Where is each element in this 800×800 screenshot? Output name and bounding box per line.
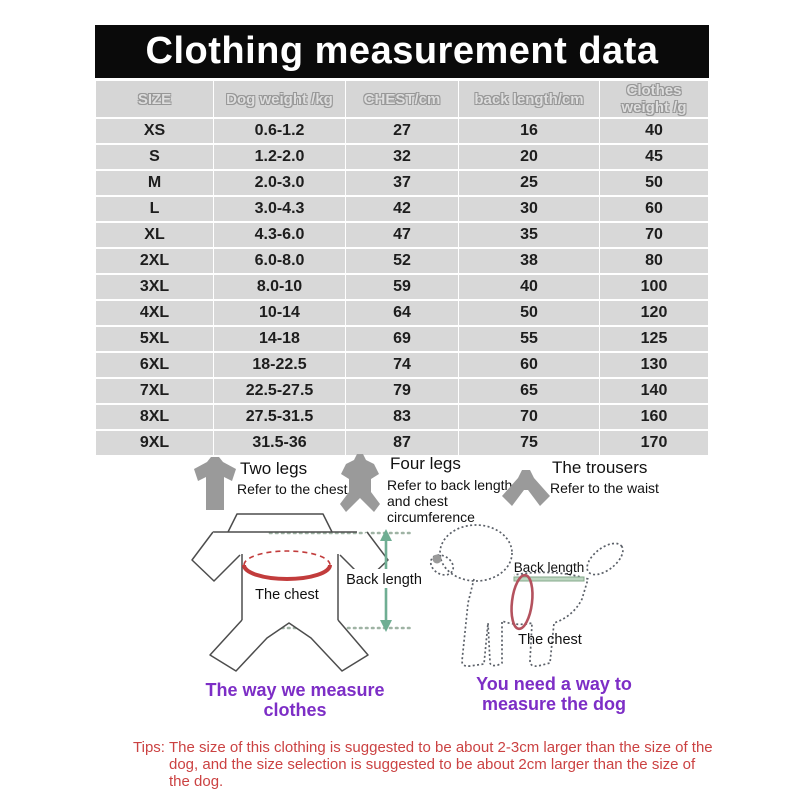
table-cell: 69 <box>346 327 458 351</box>
table-row <box>96 353 708 377</box>
dog-caption: You need a way to measure the dog <box>476 674 632 714</box>
table-cell: 70 <box>600 223 708 247</box>
table-cell: 52 <box>346 249 458 273</box>
size-table-body <box>96 119 708 455</box>
table-cell: XS <box>96 119 213 143</box>
table-cell: 125 <box>600 327 708 351</box>
dog-tail <box>582 537 629 580</box>
table-cell: M <box>96 171 213 195</box>
table-row <box>96 327 708 351</box>
table-cell: 37 <box>346 171 458 195</box>
table-cell: 14-18 <box>214 327 345 351</box>
table-cell: 79 <box>346 379 458 403</box>
table-cell: 27.5-31.5 <box>214 405 345 429</box>
table-cell: 0.6-1.2 <box>214 119 345 143</box>
table-cell: 22.5-27.5 <box>214 379 345 403</box>
table-cell: L <box>96 197 213 221</box>
tips-text: The size of this clothing is suggested to be about 2-3cm larger than the size of the dog, and the size selection is suggested to be about 2cm larger than the size of the dog. <box>169 739 713 790</box>
table-cell: 5XL <box>96 327 213 351</box>
legend-four-legs-title: Four legs <box>390 454 461 473</box>
table-cell: 6XL <box>96 353 213 377</box>
table-cell: 47 <box>346 223 458 247</box>
column-header: CHEST/cm <box>346 81 458 117</box>
legend-trousers <box>498 458 693 516</box>
table-cell: 80 <box>600 249 708 273</box>
table-cell: 10-14 <box>214 301 345 325</box>
dog-back-length-label: Back length <box>513 560 585 575</box>
dog-snout <box>428 551 457 579</box>
table-row <box>96 379 708 403</box>
table-cell: 74 <box>346 353 458 377</box>
table-row <box>96 119 708 143</box>
trousers-icon <box>498 466 554 514</box>
table-cell: 83 <box>346 405 458 429</box>
chest-ellipse-dashed <box>244 551 330 565</box>
size-table <box>95 79 709 457</box>
column-header: Clothes weight /g <box>600 81 708 117</box>
legend-trousers-desc: Refer to the waist <box>550 480 659 496</box>
table-cell: 120 <box>600 301 708 325</box>
tips-prefix: Tips: <box>133 739 165 756</box>
dog-chest-ring <box>509 574 535 630</box>
table-cell: 130 <box>600 353 708 377</box>
dog-body-outline <box>462 572 588 666</box>
table-cell: 65 <box>459 379 599 403</box>
legend-two-legs-desc: Refer to the chest <box>237 481 348 497</box>
table-cell: 87 <box>346 431 458 455</box>
table-cell: 40 <box>459 275 599 299</box>
table-cell: 64 <box>346 301 458 325</box>
table-cell: 160 <box>600 405 708 429</box>
clothes-chest-label: The chest <box>255 587 319 603</box>
table-cell: XL <box>96 223 213 247</box>
table-cell: 59 <box>346 275 458 299</box>
table-cell: 30 <box>459 197 599 221</box>
table-cell: 8.0-10 <box>214 275 345 299</box>
table-row <box>96 249 708 273</box>
table-row <box>96 145 708 169</box>
table-cell: 25 <box>459 171 599 195</box>
table-row <box>96 405 708 429</box>
table-cell: 3XL <box>96 275 213 299</box>
table-cell: 4XL <box>96 301 213 325</box>
table-cell: 100 <box>600 275 708 299</box>
table-cell: 8XL <box>96 405 213 429</box>
table-cell: 16 <box>459 119 599 143</box>
table-cell: 75 <box>459 431 599 455</box>
table-cell: 50 <box>600 171 708 195</box>
table-cell: 31.5-36 <box>214 431 345 455</box>
table-row <box>96 171 708 195</box>
clothes-back-length-label: Back length <box>346 572 422 588</box>
table-cell: 27 <box>346 119 458 143</box>
column-header: back length/cm <box>459 81 599 117</box>
table-cell: 40 <box>600 119 708 143</box>
table-cell: S <box>96 145 213 169</box>
table-cell: 60 <box>459 353 599 377</box>
table-cell: 3.0-4.3 <box>214 197 345 221</box>
two-legs-garment-icon <box>192 457 238 511</box>
table-cell: 50 <box>459 301 599 325</box>
table-row <box>96 275 708 299</box>
column-header: Dog weight /kg <box>214 81 345 117</box>
dog-back-length-line <box>514 577 584 581</box>
legend-four-legs-desc: Refer to back length and chest circumference <box>387 477 513 525</box>
table-cell: 7XL <box>96 379 213 403</box>
clothes-caption: The way we measure clothes <box>205 680 385 720</box>
table-cell: 45 <box>600 145 708 169</box>
table-cell: 38 <box>459 249 599 273</box>
table-cell: 170 <box>600 431 708 455</box>
table-cell: 20 <box>459 145 599 169</box>
table-cell: 32 <box>346 145 458 169</box>
table-header-row <box>96 81 708 117</box>
table-row <box>96 223 708 247</box>
table-cell: 42 <box>346 197 458 221</box>
table-cell: 2.0-3.0 <box>214 171 345 195</box>
four-legs-garment-icon <box>334 454 386 514</box>
table-cell: 6.0-8.0 <box>214 249 345 273</box>
table-cell: 35 <box>459 223 599 247</box>
column-header: SIZE <box>96 81 213 117</box>
legend-trousers-title: The trousers <box>552 458 648 477</box>
tips-note <box>133 739 717 790</box>
legend-two-legs-title: Two legs <box>240 459 308 478</box>
table-cell: 18-22.5 <box>214 353 345 377</box>
table-cell: 70 <box>459 405 599 429</box>
table-row <box>96 197 708 221</box>
dog-chest-label: The chest <box>518 632 582 648</box>
table-cell: 9XL <box>96 431 213 455</box>
table-cell: 2XL <box>96 249 213 273</box>
dog-nose-dot <box>433 555 442 564</box>
table-cell: 140 <box>600 379 708 403</box>
table-cell: 4.3-6.0 <box>214 223 345 247</box>
table-cell: 1.2-2.0 <box>214 145 345 169</box>
table-cell: 60 <box>600 197 708 221</box>
title-bar <box>95 25 709 78</box>
dog-measure-diagram <box>428 513 643 675</box>
table-row <box>96 301 708 325</box>
page-title: Clothing measurement data <box>145 30 659 72</box>
chest-ellipse-solid <box>244 565 330 579</box>
clothes-measure-diagram <box>190 508 422 676</box>
table-cell: 55 <box>459 327 599 351</box>
